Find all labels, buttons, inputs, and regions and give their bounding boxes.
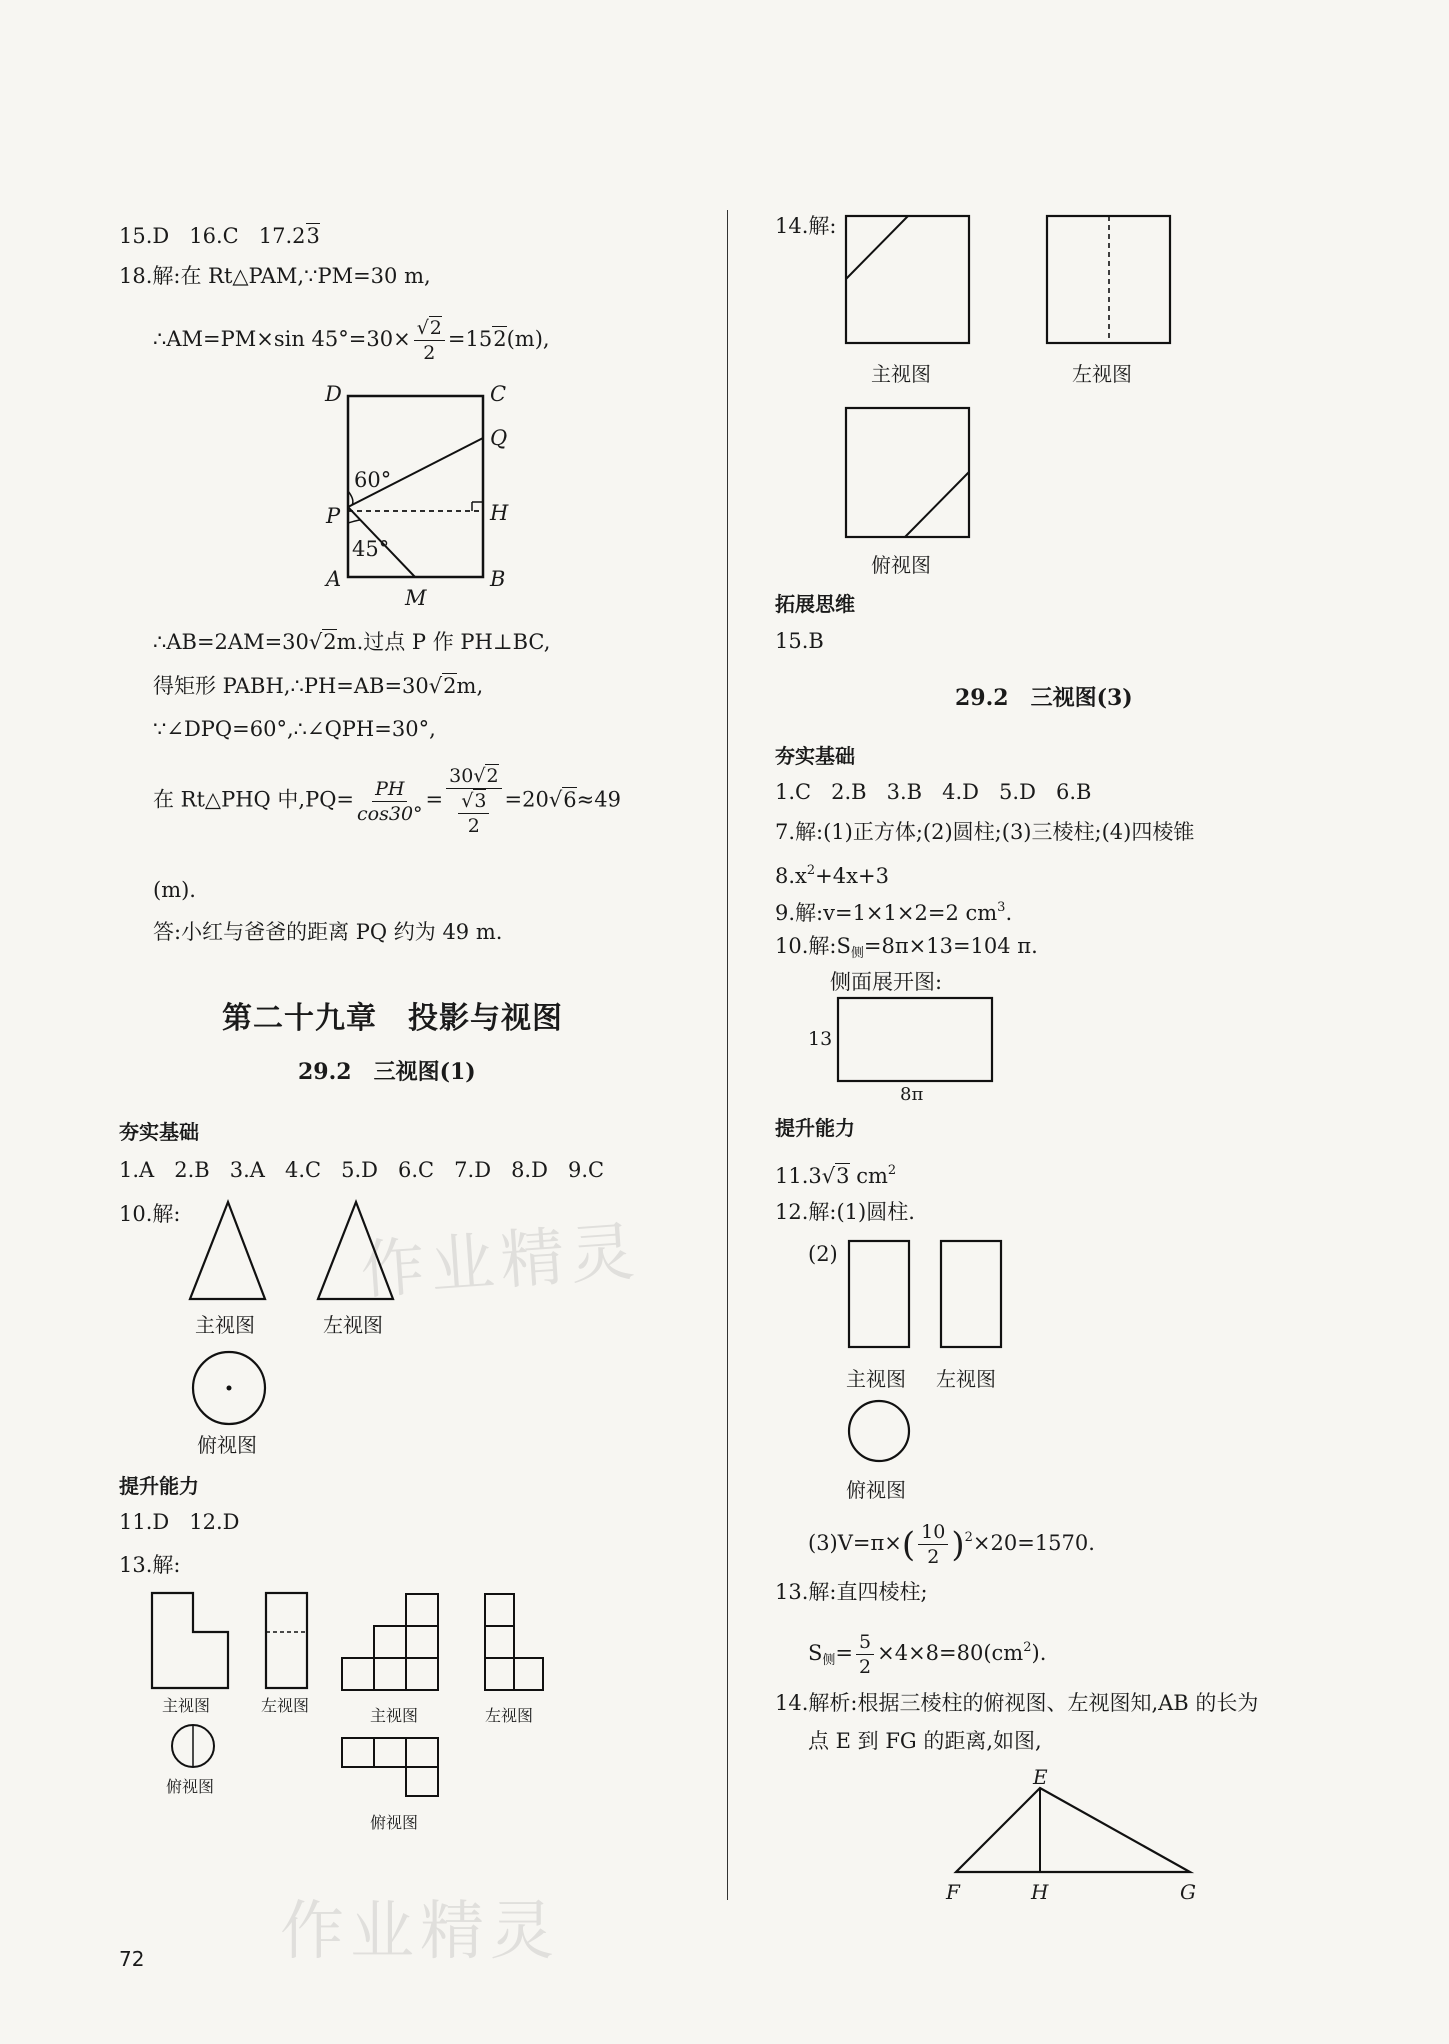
caption-top-view-13b: 俯视图 <box>370 1813 419 1832</box>
label-angle-45: 45° <box>352 537 390 561</box>
heading-basic: 夯实基础 <box>119 1120 199 1144</box>
solution-18-line7: (m). <box>153 878 196 902</box>
solution-18-line3: ∴AB=2AM=30√2m.过点 P 作 PH⊥BC, <box>153 630 551 654</box>
chapter-title: 第二十九章 投影与视图 <box>222 1001 563 1036</box>
label-b: B <box>490 567 506 591</box>
label-h14: H <box>1031 1880 1049 1904</box>
label-f: F <box>946 1880 960 1904</box>
heading-extend: 拓展思维 <box>775 592 855 616</box>
solution-14b-line1: 14.解析:根据三棱柱的俯视图、左视图知,AB 的长为 <box>775 1691 1259 1715</box>
caption-top-view-10: 俯视图 <box>197 1433 257 1457</box>
lateral-unfold-label: 侧面展开图: <box>830 970 943 994</box>
heading-improve: 提升能力 <box>119 1474 199 1498</box>
answers-1-9: 1.A 2.B 3.A 4.C 5.D 6.C 7.D 8.D 9.C <box>119 1158 605 1182</box>
caption-top-view-13a: 俯视图 <box>166 1777 215 1796</box>
answer-15: 15.B <box>775 629 824 653</box>
solution-12: 12.解:(1)圆柱. <box>775 1200 915 1224</box>
watermark: 作业精灵 <box>280 1895 560 1969</box>
section-title-3: 29.2 三视图(3) <box>955 685 1133 711</box>
solution-9: 9.解:v=1×1×2=2 $cm^3$. <box>775 900 1013 925</box>
solution-10-label: 10.解: <box>119 1202 181 1226</box>
label-e: E <box>1033 1765 1048 1789</box>
solution-13-label: 13.解: <box>119 1553 181 1577</box>
caption-top-view-12: 俯视图 <box>846 1478 906 1502</box>
solution-12-part2: (2) <box>808 1242 838 1266</box>
caption-front-view-12: 主视图 <box>846 1367 906 1391</box>
caption-left-view-13a: 左视图 <box>261 1696 310 1715</box>
label-h: H <box>490 501 509 525</box>
solution-14-label: 14.解: <box>775 214 837 238</box>
unfold-height-label: 13 <box>808 1028 833 1050</box>
answer-11: 11.3√3 $cm^2$ <box>775 1163 897 1188</box>
answer-8: $8.x^2+4x+3$ <box>775 863 889 888</box>
solution-13-area: $S_侧=$ $\frac{5}{2}$ $\times 4\times 8=80(cm^2)$. <box>808 1631 1047 1678</box>
caption-front-view-10: 主视图 <box>195 1313 255 1337</box>
label-angle-60: 60° <box>354 468 392 492</box>
label-q: Q <box>490 426 508 450</box>
page-number: 72 <box>119 1947 145 1971</box>
answers-1-6: 1.C 2.B 3.B 4.D 5.D 6.B <box>775 780 1092 804</box>
label-m: M <box>405 586 427 610</box>
caption-front-view-13b: 主视图 <box>370 1706 419 1725</box>
watermark: 作业精灵 <box>358 1215 643 1309</box>
caption-front-view-14: 主视图 <box>871 362 931 386</box>
label-a: A <box>326 567 342 591</box>
label-d: D <box>325 382 342 406</box>
caption-front-view-13a: 主视图 <box>162 1696 211 1715</box>
answer-line-15-17: 15.D 16.C 17.23 <box>119 224 320 248</box>
caption-left-view-10: 左视图 <box>323 1313 383 1337</box>
unfold-width-label: 8π <box>900 1084 924 1105</box>
caption-top-view-14: 俯视图 <box>871 553 931 577</box>
heading-basic-3: 夯实基础 <box>775 744 855 768</box>
answers-11-12: 11.D 12.D <box>119 1510 240 1534</box>
label-c: C <box>490 382 507 406</box>
caption-left-view-14: 左视图 <box>1072 362 1132 386</box>
solution-18-line6: 在 Rt△PHQ 中,PQ= $\frac{PH}{\cos 30^\circ}$ = $\frac{30√2}{\frac{√3}{2}}$ =20√6≈49 <box>153 765 621 837</box>
solution-12-part3: (3)V=π×( $\frac{10}{2}$ )$^2$×20=1570. <box>808 1521 1095 1568</box>
label-p: P <box>326 504 341 528</box>
heading-improve-3: 提升能力 <box>775 1116 855 1140</box>
solution-18-line4: 得矩形 PABH,∴PH=AB=30√2m, <box>153 674 484 698</box>
solution-10: 10.解$:S_侧=8\pi\times 13=104$ π. <box>775 934 1038 961</box>
caption-left-view-13b: 左视图 <box>485 1706 534 1725</box>
solution-14b-line2: 点 E 到 FG 的距离,如图, <box>808 1729 1042 1753</box>
section-title-1: 29.2 三视图(1) <box>298 1059 476 1085</box>
solution-18-line5: ∵∠DPQ=60°,∴∠QPH=30°, <box>153 717 436 741</box>
solution-18-answer: 答:小红与爸爸的距离 PQ 约为 49 m. <box>153 920 503 944</box>
caption-left-view-12: 左视图 <box>936 1367 996 1391</box>
solution-13: 13.解:直四棱柱; <box>775 1580 928 1604</box>
solution-18-line1: 18.解:在 Rt△PAM,∵PM=30 m, <box>119 264 431 288</box>
label-g: G <box>1180 1880 1196 1904</box>
solution-18-line2: ∴AM=PM×sin 45°=30× $\frac{√2}{2}$ =152(m), <box>153 317 550 364</box>
solution-7: 7.解:(1)正方体;(2)圆柱;(3)三棱柱;(4)四棱锥 <box>775 820 1195 844</box>
